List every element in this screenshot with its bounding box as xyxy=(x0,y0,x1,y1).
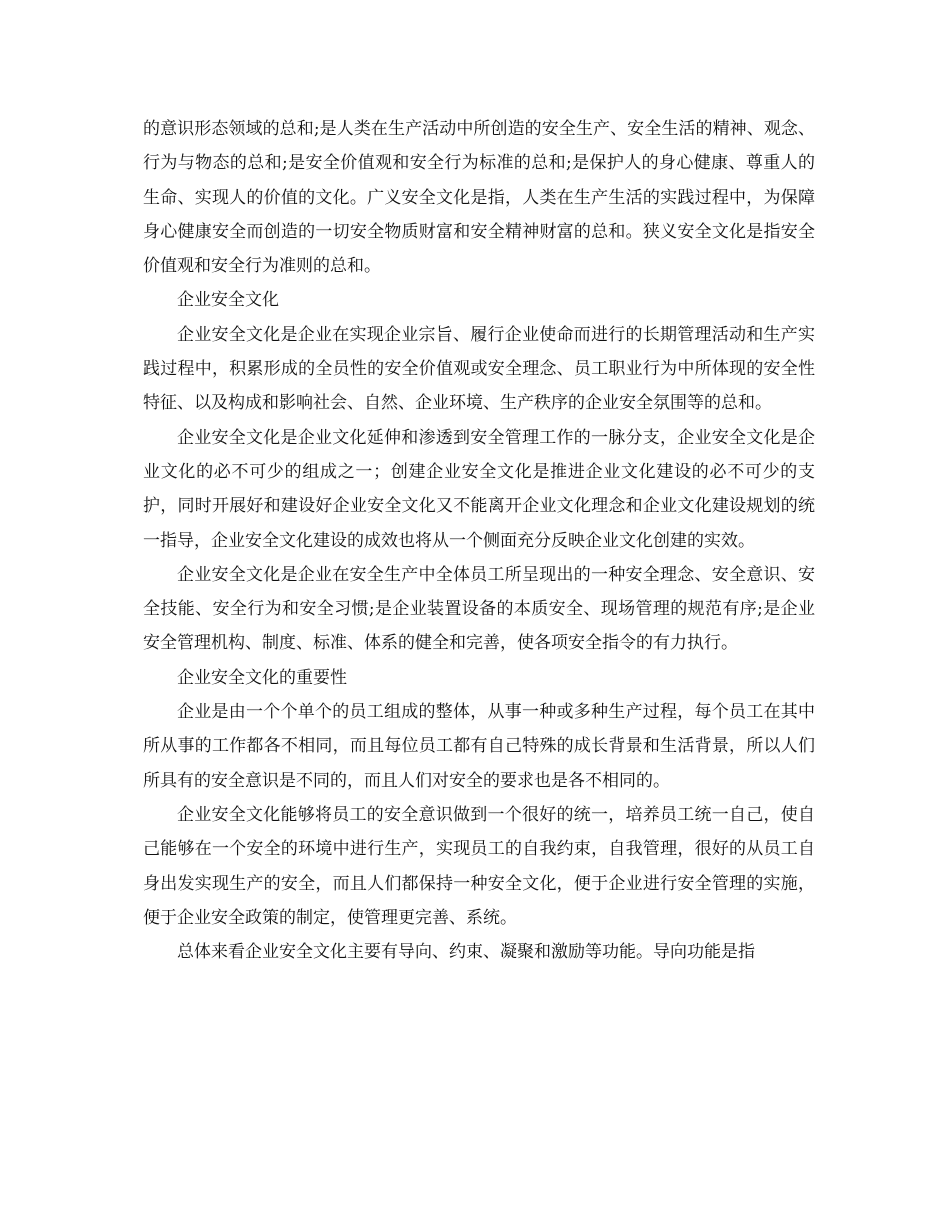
document-body xyxy=(143,112,815,969)
section-heading-importance: 企业安全文化的重要性 xyxy=(177,667,347,688)
paragraph-employees-differ: 企业是由一个个单个的员工组成的整体，从事一种或多种生产过程，每个员工在其中所从事的工作都各不相同，而且每位员工都有自己特殊的成长背景和生活背景，所以人们所具有的安全意识是不同的，而且人们对安全的要求也是各不相同的。 xyxy=(143,702,815,791)
paragraph-continuation: 的意识形态领域的总和;是人类在生产活动中所创造的安全生产、安全生活的精神、观念、行为与物态的总和;是安全价值观和安全行为标准的总和;是保护人的身心健康、尊重人的生命、实现人的价值的文化。广义安全文化是指，人类在生产生活的实践过程中，为保障身心健康安全而创造的一切安全物质财富和安全精神财富的总和。狭义安全文化是指安全价值观和安全行为准则的总和。 xyxy=(143,119,815,277)
paragraph-unify-awareness: 企业安全文化能够将员工的安全意识做到一个很好的统一，培养员工统一自己，使自己能够在一个安全的环境中进行生产，实现员工的自我约束，自我管理，很好的从员工自身出发实现生产的安全，而且人们都保持一种安全文化，便于企业进行安全管理的实施，便于企业安全政策的制定，使管理更完善、系统。 xyxy=(143,804,815,928)
paragraph-safety-concepts: 企业安全文化是企业在安全生产中全体员工所呈现出的一种安全理念、安全意识、安全技能、安全行为和安全习惯;是企业装置设备的本质安全、现场管理的规范有序;是企业安全管理机构、制度、标准、体系的健全和完善，使各项安全指令的有力执行。 xyxy=(143,564,815,654)
paragraph-definition: 企业安全文化是企业在实现企业宗旨、履行企业使命而进行的长期管理活动和生产实践过程中，积累形成的全员性的安全价值观或安全理念、员工职业行为中所体现的安全性特征、以及构成和影响社会、自然、企业环境、生产秩序的企业安全氛围等的总和。 xyxy=(143,324,815,414)
paragraph-functions: 总体来看企业安全文化主要有导向、约束、凝聚和激励等功能。导向功能是指 xyxy=(177,942,755,963)
paragraph-branch-of-culture: 企业安全文化是企业文化延伸和渗透到安全管理工作的一脉分支，企业安全文化是企业文化的必不可少的组成之一；创建企业安全文化是推进企业文化建设的必不可少的支护，同时开展好和建设好企业安全文化又不能离开企业文化理念和企业文化建设规划的统一指导，企业安全文化建设的成效也将从一个侧面充分反映企业文化创建的实效。 xyxy=(143,427,815,551)
section-heading-enterprise-safety-culture: 企业安全文化 xyxy=(177,290,279,311)
